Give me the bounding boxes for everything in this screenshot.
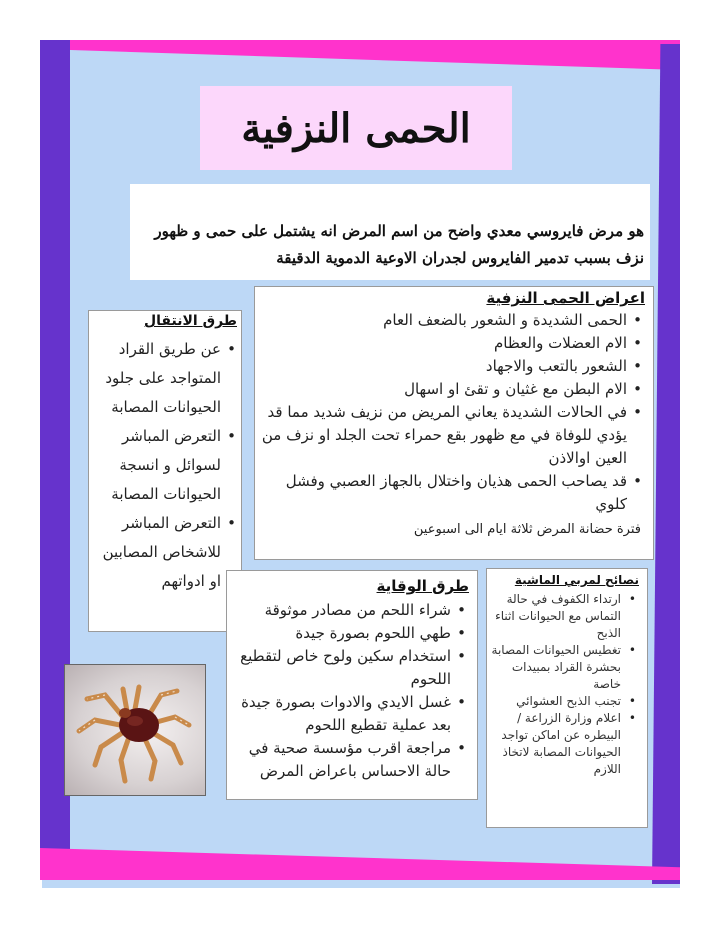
list-item: • ارتداء الكفوف في حالة التماس مع الحيوانات اثناء الذبح [487,591,621,642]
list-item: • في الحالات الشديدة يعاني المريض من نزيف شديد مما قد يؤدي للوفاة في مع ظهور بقع حمراء تحت الجلد او نزف من العين اوالاذن [255,401,627,470]
list-item: • التعرض المباشر لسوائل و انسجة الحيوانات المصابة [89,422,221,509]
advice-heading: نصائح لمربي الماشية [514,573,639,587]
title-box [200,86,512,170]
list-item: • تجنب الذبح العشوائي [487,693,621,710]
list-item: • عن طريق القراد المتواجد على جلود الحيوانات المصابة [89,335,221,422]
symptoms-list [255,309,643,516]
transmission-box [88,310,242,632]
list-item: • غسل الايدي والادوات بصورة جيدة بعد عملية تقطيع اللحوم [227,691,451,737]
list-item: • طهي اللحوم بصورة جيدة [227,622,451,645]
list-item: • قد يصاحب الحمى هذيان واختلال بالجهاز العصبي وفشل كلوي [255,470,627,516]
list-item: • شراء اللحم من مصادر موثوقة [227,599,451,622]
list-item: • مراجعة اقرب مؤسسة صحية في حالة الاحساس باعراض المرض [227,737,451,783]
list-item: • الحمى الشديدة و الشعور بالضعف العام [255,309,627,332]
tick-icon [65,665,205,795]
list-item: • الام العضلات والعظام [255,332,627,355]
prevention-box [226,570,478,800]
list-item: • الشعور بالتعب والاجهاد [255,355,627,378]
symptoms-box [254,286,654,560]
prevention-heading: طرق الوقاية [376,577,469,595]
list-item: • الام البطن مع غثيان و تقئ او اسهال [255,378,627,401]
page-title: الحمى النزفية [241,104,471,152]
advice-list [487,591,637,778]
tick-photo [64,664,206,796]
list-item: • تغطيس الحيوانات المصابة بحشرة القراد بمبيدات خاصة [487,642,621,693]
transmission-heading: طرق الانتقال [144,313,237,329]
list-item: • استخدام سكين ولوح خاص لتقطيع اللحوم [227,645,451,691]
symptoms-heading: اعراض الحمى النزفية [486,289,645,307]
intro-box [130,184,650,280]
incubation-note: فترة حضانة المرض ثلاثة ايام الى اسبوعين [413,522,641,537]
intro-text: هو مرض فايروسي معدي واضح من اسم المرض انه يشتمل على حمى و ظهور نزف بسبب تدمير الفايروس لجدران الاوعية الدموية الدقيقة [154,222,644,267]
list-item: • اعلام وزارة الزراعة / البيطره عن اماكن تواجد الحيوانات المصابة لاتخاذ اللازم [487,710,621,778]
list-item: • التعرض المباشر للاشخاص المصابين او ادواتهم [89,509,221,596]
advice-box [486,568,648,828]
prevention-list [227,599,467,783]
transmission-list [89,335,237,596]
